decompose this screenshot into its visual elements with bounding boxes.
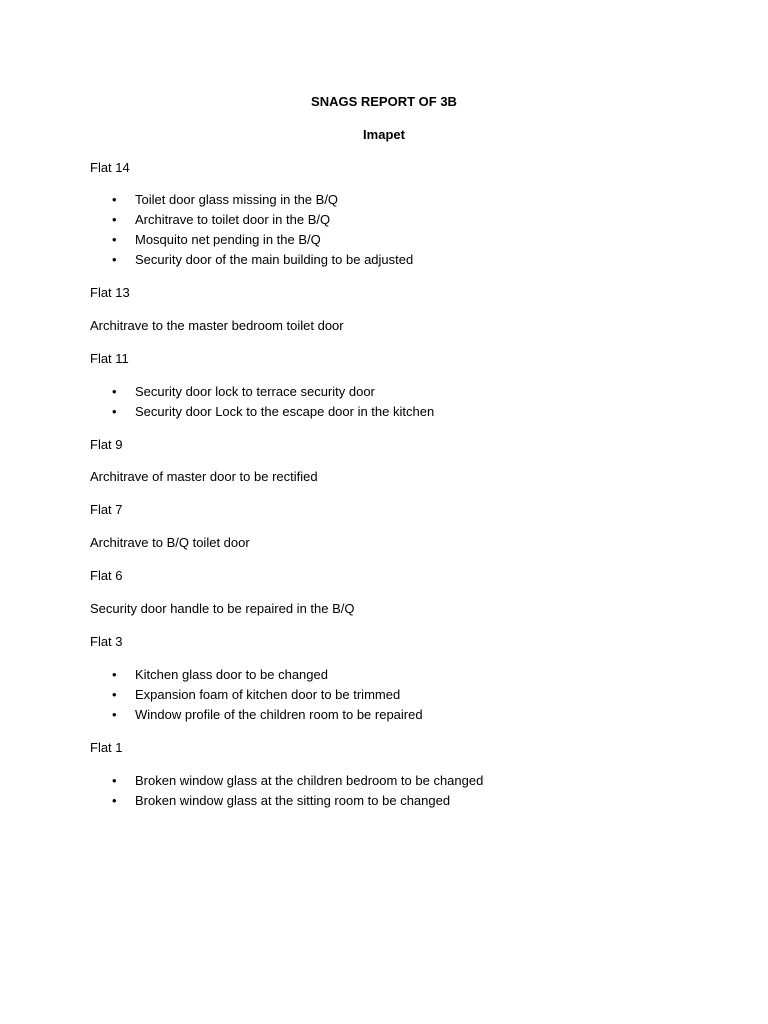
document-title: SNAGS REPORT OF 3B bbox=[311, 94, 457, 109]
list-item bbox=[112, 707, 423, 723]
list-item bbox=[112, 232, 321, 248]
document-subtitle: Imapet bbox=[363, 127, 405, 142]
list-item bbox=[112, 384, 375, 400]
list-item bbox=[112, 192, 338, 208]
section-heading: Flat 13 bbox=[90, 285, 130, 300]
bullet-icon: • bbox=[112, 212, 117, 227]
bullet-icon: • bbox=[112, 707, 117, 722]
bullet-icon: • bbox=[112, 793, 117, 808]
section-text: Architrave of master door to be rectified bbox=[90, 469, 318, 484]
list-item-text: Security door of the main building to be adjusted bbox=[135, 252, 414, 267]
section-heading: Flat 7 bbox=[90, 502, 123, 517]
bullet-icon: • bbox=[112, 232, 117, 247]
section-heading: Flat 6 bbox=[90, 568, 123, 583]
list-item-text: Mosquito net pending in the B/Q bbox=[135, 232, 321, 247]
list-item-text: Toilet door glass missing in the B/Q bbox=[135, 192, 339, 207]
list-item bbox=[112, 252, 413, 268]
bullet-icon: • bbox=[112, 667, 117, 682]
list-item-text: Kitchen glass door to be changed bbox=[135, 667, 328, 682]
bullet-icon: • bbox=[112, 192, 117, 207]
section-text: Architrave to B/Q toilet door bbox=[90, 535, 250, 550]
list-item-text: Broken window glass at the sitting room to be changed bbox=[135, 793, 451, 808]
list-item bbox=[112, 667, 328, 683]
bullet-icon: • bbox=[112, 252, 117, 267]
list-item-text: Security door lock to terrace security door bbox=[135, 384, 375, 399]
list-item bbox=[112, 773, 483, 789]
section-heading: Flat 3 bbox=[90, 634, 123, 649]
list-item-text: Window profile of the children room to be repaired bbox=[135, 707, 423, 722]
section-heading: Flat 1 bbox=[90, 740, 123, 755]
list-item-text: Expansion foam of kitchen door to be trimmed bbox=[135, 687, 401, 702]
list-item-text: Architrave to toilet door in the B/Q bbox=[135, 212, 331, 227]
list-item bbox=[112, 793, 450, 809]
list-item-text: Broken window glass at the children bedroom to be changed bbox=[135, 773, 484, 788]
bullet-icon: • bbox=[112, 687, 117, 702]
list-item bbox=[112, 212, 330, 228]
bullet-icon: • bbox=[112, 773, 117, 788]
section-heading: Flat 11 bbox=[90, 351, 129, 366]
section-heading: Flat 9 bbox=[90, 437, 123, 452]
list-item bbox=[112, 404, 434, 420]
section-text: Architrave to the master bedroom toilet door bbox=[90, 318, 344, 333]
bullet-icon: • bbox=[112, 384, 117, 399]
section-heading: Flat 14 bbox=[90, 160, 130, 175]
list-item-text: Security door Lock to the escape door in the kitchen bbox=[135, 404, 435, 419]
section-text: Security door handle to be repaired in the B/Q bbox=[90, 601, 355, 616]
list-item bbox=[112, 687, 400, 703]
bullet-icon: • bbox=[112, 404, 117, 419]
